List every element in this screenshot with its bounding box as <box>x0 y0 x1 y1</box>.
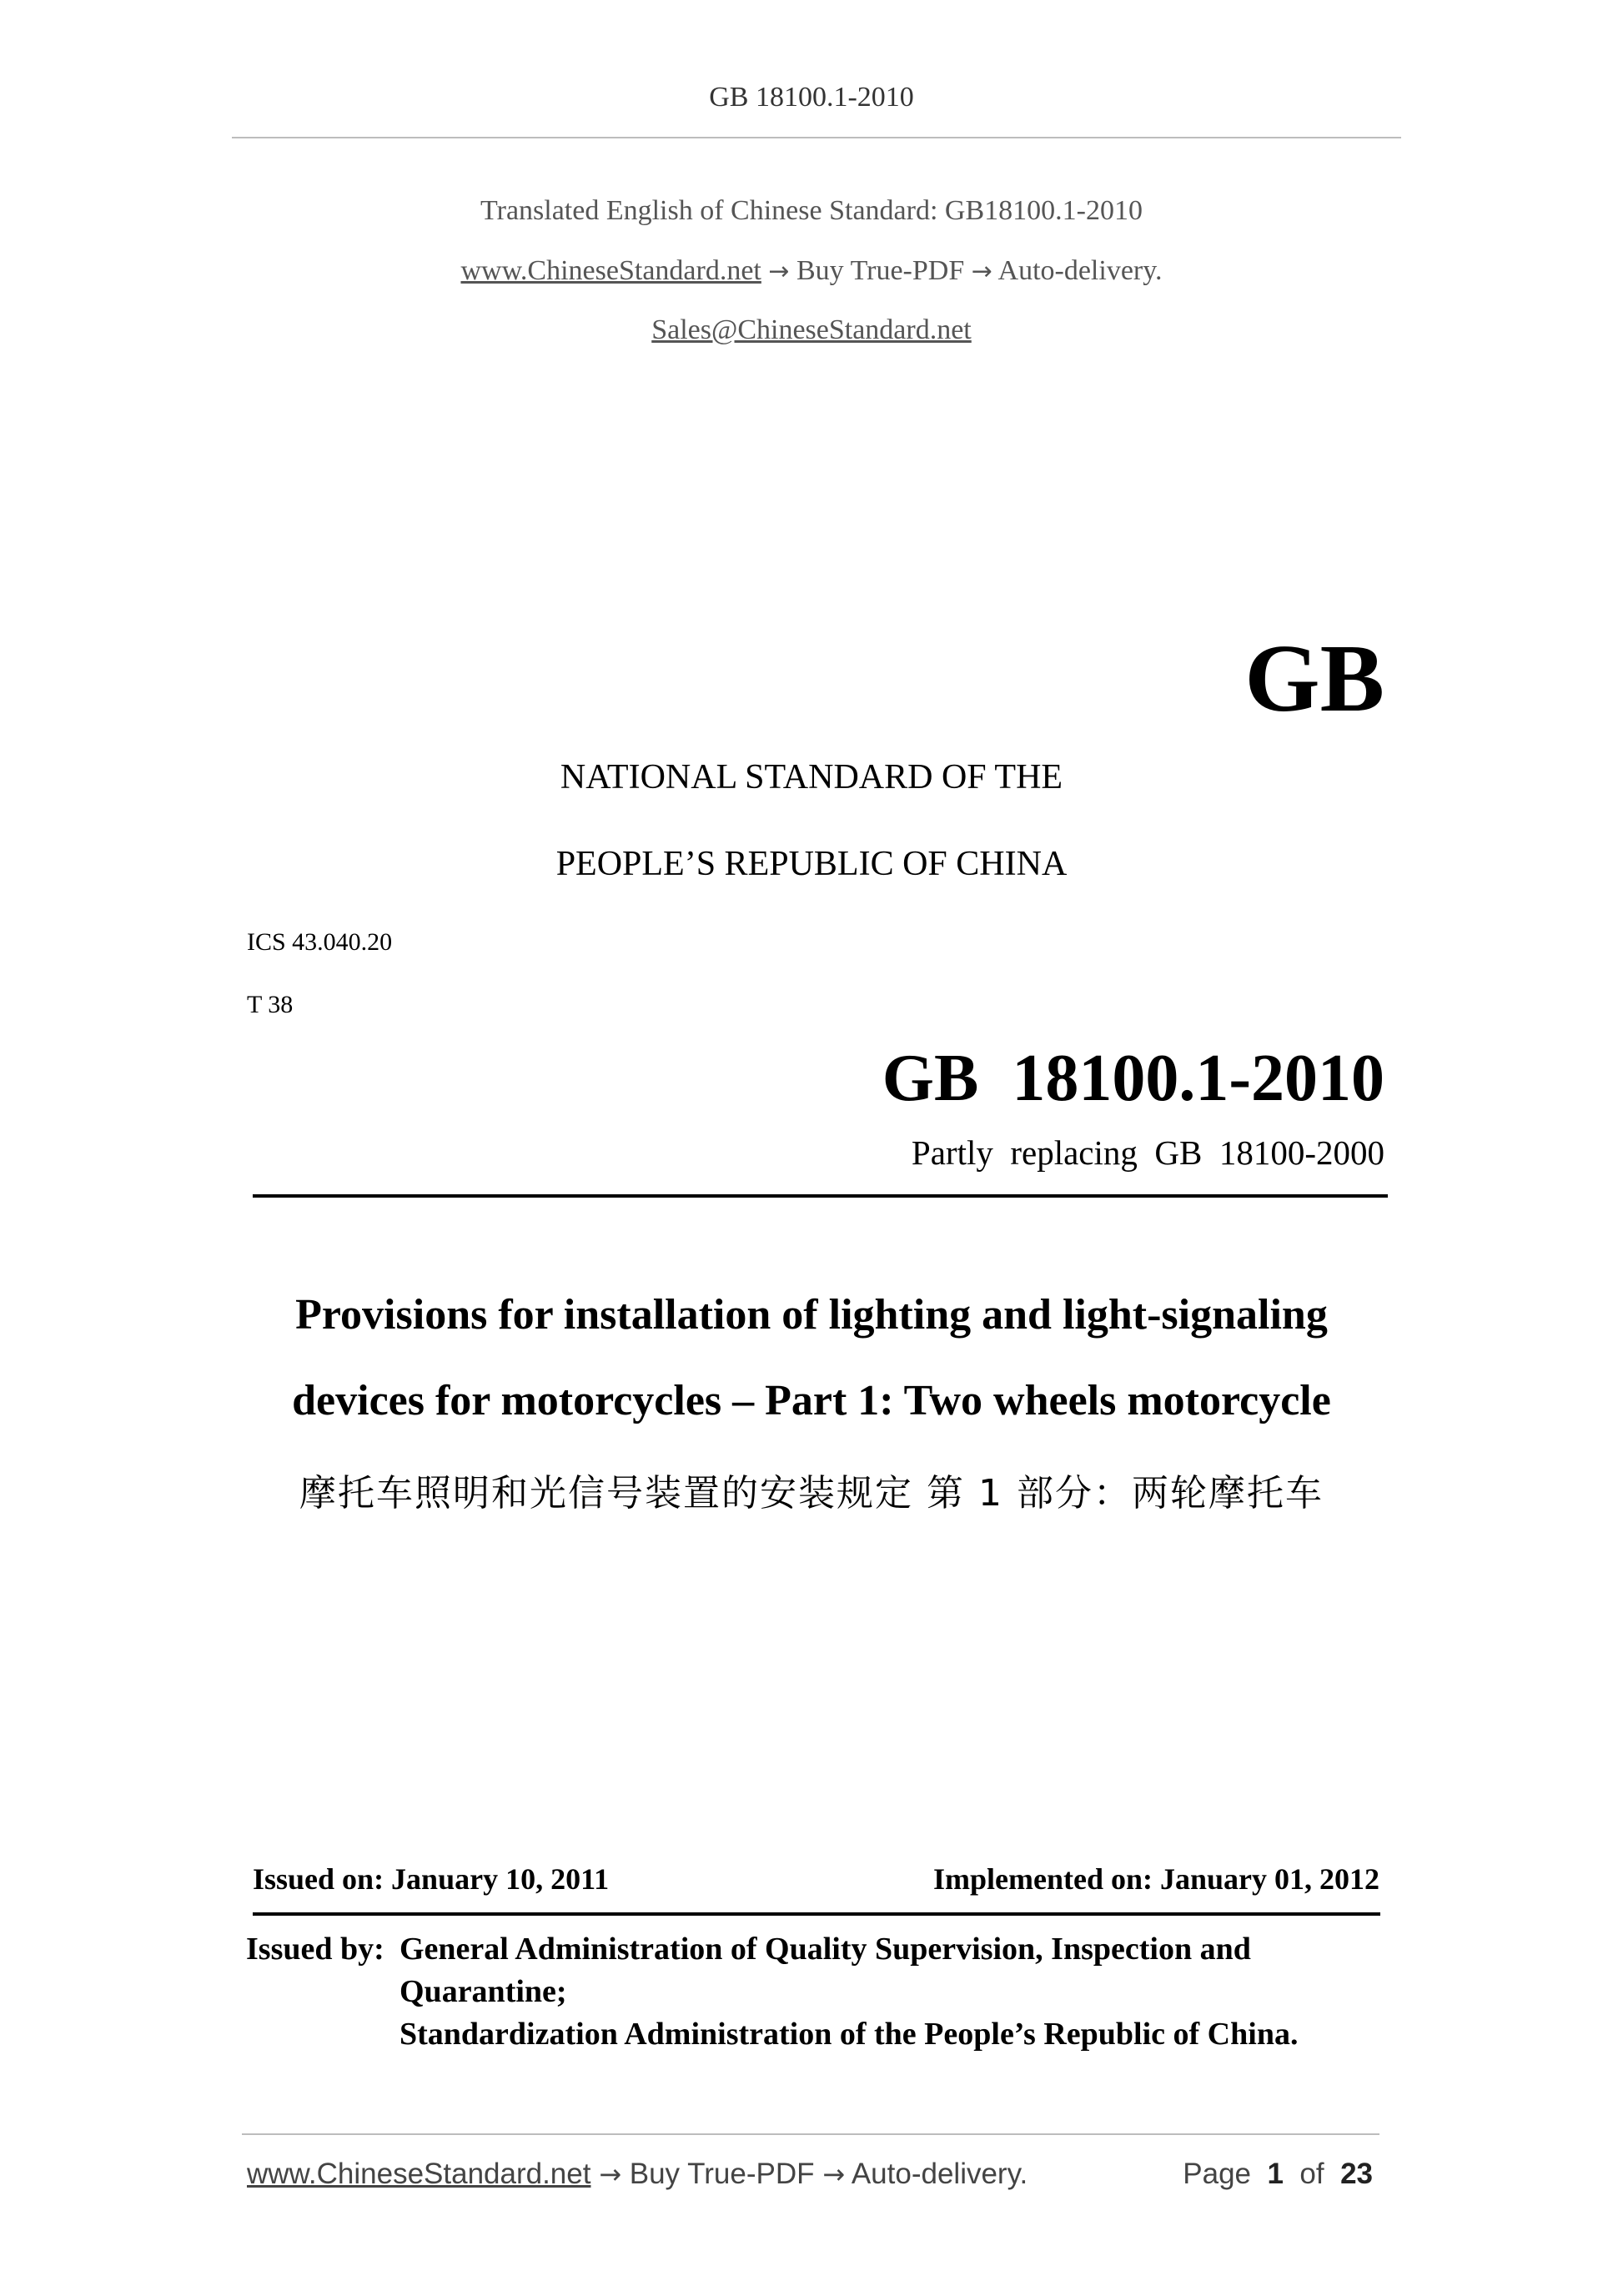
footer-buy-text: Buy True-PDF <box>629 2158 815 2190</box>
running-header: GB 18100.1-2010 <box>709 82 914 113</box>
issuer-aqsiq-cont: Quarantine; <box>399 1974 567 2009</box>
page-label: Page <box>1183 2158 1252 2190</box>
footer-site-link[interactable]: www.ChineseStandard.net <box>247 2158 591 2190</box>
national-standard-line2: PEOPLE’S REPUBLIC OF CHINA <box>555 845 1068 883</box>
page-current: 1 <box>1267 2158 1284 2190</box>
buy-true-pdf-text: Buy True-PDF <box>796 255 965 286</box>
footer-divider <box>242 2133 1379 2135</box>
replacing-note: Partly replacing GB 18100-2000 <box>911 1133 1384 1172</box>
issuer-aqsiq: General Administration of Quality Supervision, Inspection and <box>399 1932 1251 1967</box>
issued-on-date: Issued on: January 10, 2011 <box>253 1862 610 1896</box>
gb-mark: GB <box>1244 625 1384 732</box>
promo-line-email <box>0 314 1623 346</box>
issued-by-label: Issued by: <box>246 1932 384 1967</box>
of-label: of <box>1299 2158 1324 2190</box>
right-arrow-icon: → <box>768 257 790 286</box>
title-english-line2: devices for motorcycles – Part 1: Two wheels motorcycle <box>292 1377 1331 1424</box>
auto-delivery-text: Auto-delivery. <box>997 255 1163 286</box>
page-indicator <box>1183 2158 1373 2191</box>
national-standard-line1: NATIONAL STANDARD OF THE <box>560 758 1063 796</box>
header-divider <box>232 137 1401 138</box>
sales-email-link[interactable]: Sales@ChineseStandard.net <box>651 314 972 345</box>
implemented-on-date: Implemented on: January 01, 2012 <box>932 1862 1379 1896</box>
promo-line-buy <box>0 255 1623 287</box>
right-arrow-icon: → <box>971 257 992 286</box>
ccs-code: T 38 <box>247 991 294 1018</box>
title-chinese: 摩托车照明和光信号装置的安装规定 第 1 部分：两轮摩托车 <box>299 1472 1324 1515</box>
title-english-line1: Provisions for installation of lighting and light-signaling <box>295 1291 1328 1339</box>
issuer-sac: Standardization Administration of the People’s Republic of China. <box>399 2017 1299 2052</box>
dates-divider <box>253 1912 1380 1916</box>
standard-number: GB 18100.1-2010 <box>882 1042 1384 1115</box>
ics-code: ICS 43.040.20 <box>247 928 393 956</box>
footer-promo <box>247 2158 1028 2191</box>
promo-line-translated: Translated English of Chinese Standard: GB18100.1-2010 <box>480 195 1143 226</box>
right-arrow-icon: → <box>599 2158 622 2190</box>
title-divider <box>253 1194 1388 1198</box>
page-total: 23 <box>1340 2158 1373 2190</box>
footer-delivery-text: Auto-delivery. <box>851 2158 1028 2190</box>
site-link[interactable]: www.ChineseStandard.net <box>460 255 761 286</box>
right-arrow-icon: → <box>822 2158 846 2190</box>
